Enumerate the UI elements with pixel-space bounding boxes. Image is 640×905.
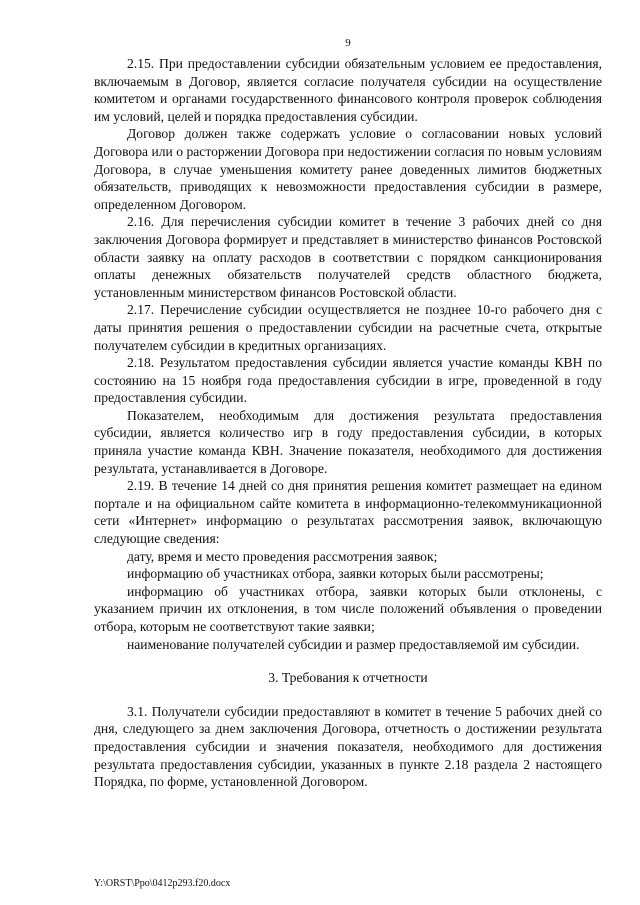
paragraph-2-17: 2.17. Перечисление субсидии осуществляется не позднее 10-го рабочего дня с даты принятия решения о предоставлении субсидии на расчетные счета, открытые получателем субсидии в кредитных организациях. bbox=[94, 302, 602, 353]
paragraph-indicator: Показателем, необходимым для достижения результата предоставления субсидии, является количество игр в году предоставления субсидии, в которых приняла участие команда КВН. Значение показателя, необходимого для достижения результата, устанавливается в Договоре. bbox=[94, 407, 602, 476]
paragraph-2-15: 2.15. При предоставлении субсидии обязательным условием ее предоставления, включаемым в Договор, является согласие получателя субсидии на осуществление комитетом и органами государственного финансового контроля проверок соблюдения им условий, целей и порядка предоставления субсидии. bbox=[94, 56, 602, 124]
list-item-reviewed-participants: информацию об участниках отбора, заявки которых были рассмотрены; bbox=[127, 566, 544, 582]
paragraph-agreement-conditions: Договор должен также содержать условие о согласовании новых условий Договора или о расторжении Договора при недостижении согласия по новым условиям Договора, в случае уменьшения комитету ранее доведенных лимитов бюджетных обязательств, приводящих к невозможности предоставления субсидии в размере, определенном Договором. bbox=[94, 126, 602, 212]
section-heading: 3. Требования к отчетности bbox=[268, 670, 428, 686]
paragraph-2-16: 2.16. Для перечисления субсидии комитет в течение 3 рабочих дней со дня заключения Договора формирует и представляет в министерство финансов Ростовской области заявку на оплату расходов в соответствии с порядком санкционирования оплаты денежных обязательств получателей средств областного бюджета, установленным министерством финансов Ростовской области. bbox=[94, 214, 602, 300]
list-item-recipients: наименование получателей субсидии и размер предоставляемой им субсидии. bbox=[127, 636, 580, 652]
paragraph-3-1: 3.1. Получатели субсидии предоставляют в комитет в течение 5 рабочих дней со дня, следующего за днем заключения Договора, отчетность о достижении результата предоставления субсидии и значения показателя, необходимого для достижения результата предоставления субсидии, указанных в пункте 2.18 раздела 2 настоящего Порядка, по форме, установленной Договором. bbox=[94, 703, 602, 790]
page-number: 9 bbox=[345, 37, 351, 49]
list-item-date-time-place: дату, время и место проведения рассмотрения заявок; bbox=[127, 548, 438, 564]
paragraph-2-19: 2.19. В течение 14 дней со дня принятия решения комитет размещает на едином портале и на официальном сайте комитета в информационно-телекоммуникационной сети «Интернет» информацию о результатах рассмотрения заявок, включающую следующие сведения: bbox=[94, 478, 602, 547]
footer-file-path: Y:\ORST\Ppo\0412p293.f20.docx bbox=[94, 878, 231, 889]
list-item-rejected-participants: информацию об участниках отбора, заявки которых были отклонены, с указанием причин их отклонения, в том числе положений объявления о проведении отбора, которым не соответствуют такие заявки; bbox=[94, 583, 602, 634]
paragraph-2-18: 2.18. Результатом предоставления субсидии является участие команды КВН по состоянию на 15 ноября года предоставления субсидии в игре, проведенной в году предоставления субсидии. bbox=[94, 355, 602, 406]
